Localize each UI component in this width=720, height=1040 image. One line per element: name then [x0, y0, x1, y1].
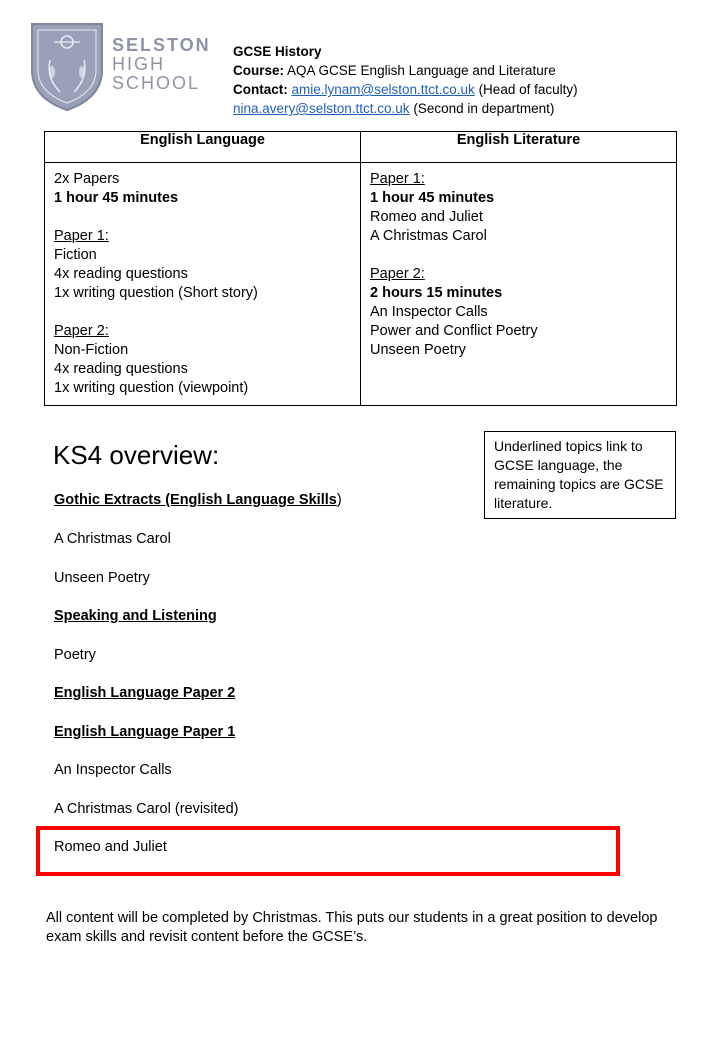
topic-label: Unseen Poetry: [54, 570, 150, 586]
topic-item: [54, 801, 239, 817]
course-label: Course:: [233, 63, 285, 78]
literature-cell: [361, 163, 677, 406]
exam-structure-table: [44, 131, 677, 406]
header-info: [233, 42, 578, 118]
literature-paper1-duration: 1 hour 45 minutes: [370, 190, 495, 206]
logo-line-2: HIGH: [112, 54, 165, 74]
topic-item: [54, 492, 342, 508]
topic-item: [54, 531, 171, 547]
literature-paper2-line: Unseen Poetry: [370, 342, 466, 358]
language-paper2-line: 1x writing question (viewpoint): [54, 380, 249, 396]
topic-item: [54, 762, 172, 778]
logo-line-1: SELSTON: [112, 35, 211, 55]
language-duration: 1 hour 45 minutes: [54, 190, 179, 206]
language-papers: 2x Papers: [54, 171, 120, 187]
literature-paper2-duration: 2 hours 15 minutes: [370, 285, 503, 301]
language-paper2-line: 4x reading questions: [54, 361, 188, 377]
topic-item: [54, 685, 235, 701]
literature-paper2-title: Paper 2:: [370, 266, 425, 282]
topic-item: [54, 608, 217, 624]
topic-label: An Inspector Calls: [54, 762, 172, 778]
table-header-language: English Language: [45, 132, 361, 163]
topic-label: English Language Paper 2: [54, 685, 236, 701]
language-paper2-line: Non-Fiction: [54, 342, 129, 358]
contact-email-link-1[interactable]: amie.lynam@selston.ttct.co.uk: [291, 82, 475, 97]
topic-item: [54, 724, 235, 740]
literature-paper2-line: Power and Conflict Poetry: [370, 323, 538, 339]
topic-suffix: ): [336, 492, 342, 508]
literature-paper2-line: An Inspector Calls: [370, 304, 488, 320]
contact-role-1: (Head of faculty): [478, 82, 578, 97]
topic-label: Romeo and Juliet: [54, 839, 167, 855]
logo-line-3: SCHOOL: [112, 73, 201, 93]
literature-paper1-line: A Christmas Carol: [370, 228, 487, 244]
language-paper1-line: 1x writing question (Short story): [54, 285, 258, 301]
topic-label: Gothic Extracts (English Language Skills: [54, 492, 337, 508]
topic-label: Poetry: [54, 647, 96, 663]
contact-email-link-2[interactable]: nina.avery@selston.ttct.co.uk: [233, 101, 410, 116]
language-paper1-line: 4x reading questions: [54, 266, 188, 282]
page-title: GCSE History: [233, 44, 322, 59]
topic-item: [54, 647, 96, 663]
language-paper2-title: Paper 2:: [54, 323, 109, 339]
table-header-literature: English Literature: [361, 132, 677, 163]
literature-paper1-title: Paper 1:: [370, 171, 425, 187]
footer-text: All content will be completed by Christmas. This puts our students in a great position to develop exam skills and revisit content before the GCSE’s.: [46, 910, 658, 945]
topic-label: A Christmas Carol: [54, 531, 171, 547]
topic-label: Speaking and Listening: [54, 608, 217, 624]
legend-note-box: Underlined topics link to GCSE language, the remaining topics are GCSE literature.: [484, 431, 676, 519]
topic-label: A Christmas Carol (revisited): [54, 801, 239, 817]
school-logo: [28, 20, 211, 112]
literature-paper1-line: Romeo and Juliet: [370, 209, 483, 225]
topic-label: English Language Paper 1: [54, 724, 236, 740]
contact-label: Contact:: [233, 82, 288, 97]
language-paper1-line: Fiction: [54, 247, 97, 263]
contact-role-2: (Second in department): [413, 101, 555, 116]
shield-crest-icon: [28, 20, 106, 112]
language-cell: [45, 163, 361, 406]
course-value: AQA GCSE English Language and Literature: [287, 63, 556, 78]
overview-title: KS4 overview:: [53, 440, 220, 470]
topic-item: [54, 570, 150, 586]
highlight-box: [36, 826, 620, 876]
language-paper1-title: Paper 1:: [54, 228, 109, 244]
